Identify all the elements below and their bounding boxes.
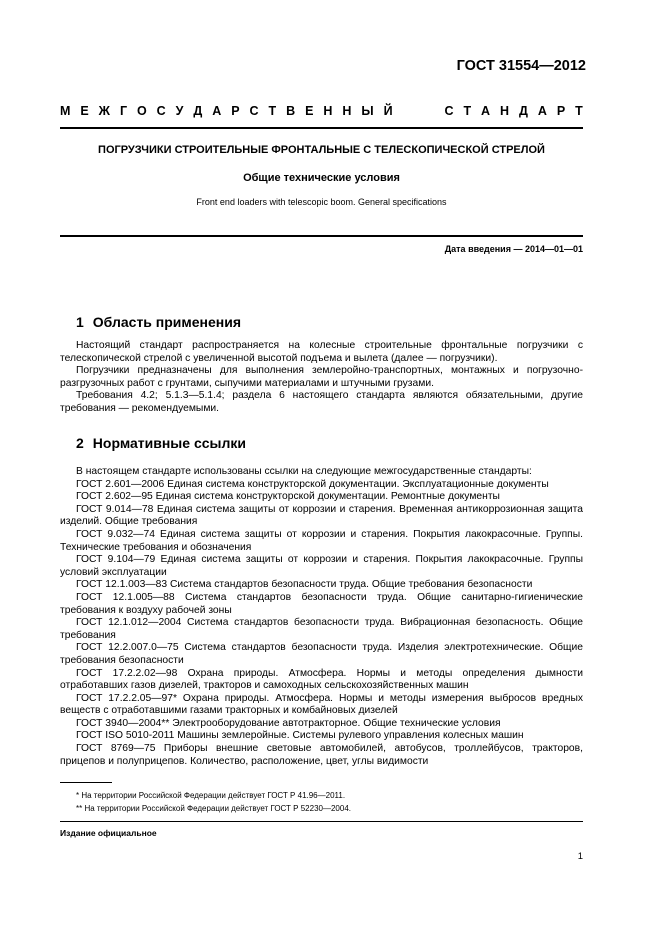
section-number: 1 <box>76 314 84 330</box>
header-divider <box>60 127 583 129</box>
reference-item: ГОСТ 2.601—2006 Единая система конструкторской документации. Эксплуатационные документы <box>76 478 549 490</box>
reference-item: ГОСТ 9.014—78 Единая система защиты от коррозии и старения. Временная антикоррозионная защита изделий. Общие требования <box>60 503 583 528</box>
reference-item: ГОСТ 17.2.2.05—97* Охрана природы. Атмосфера. Нормы и методы измерения выбросов вредных веществ с отработавшими газами тракторных и комбайновых дизелей <box>60 692 583 717</box>
paragraph: В настоящем стандарте использованы ссылки на следующие межгосударственные стандарты: <box>76 466 532 477</box>
footnote: ** На территории Российской Федерации действует ГОСТ Р 52230—2004. <box>76 804 351 813</box>
reference-item: ГОСТ 12.1.012—2004 Система стандартов безопасности труда. Вибрационная безопасность. Общие требования <box>60 617 583 641</box>
banner-letter: У <box>175 104 184 118</box>
footnote-divider <box>60 782 112 783</box>
banner-letter: Ы <box>361 104 374 118</box>
banner-letter: Й <box>383 104 393 118</box>
footnotes <box>60 789 351 815</box>
banner-letter: А <box>537 104 547 118</box>
banner-letter: С <box>249 104 259 118</box>
official-edition-label: Издание официальное <box>60 828 157 838</box>
reference-item: ГОСТ 9.032—74 Единая система защиты от коррозии и старения. Покрытия лакокрасочные. Группы. Технические требования и обозначения <box>60 528 583 553</box>
banner-letter: Н <box>342 104 352 118</box>
section-number: 2 <box>76 435 84 451</box>
banner-letter: Г <box>119 104 128 118</box>
banner-letter: Д <box>193 104 203 118</box>
interstate-standard-banner <box>60 104 583 118</box>
section-title: Нормативные ссылки <box>92 435 246 451</box>
page-number: 1 <box>577 851 583 862</box>
banner-letter: Н <box>500 104 510 118</box>
banner-letter: Т <box>575 104 583 118</box>
standard-code: ГОСТ 31554—2012 <box>456 58 586 74</box>
banner-letter: Р <box>231 104 240 118</box>
edition-divider <box>60 821 583 822</box>
banner-letter: А <box>212 104 222 118</box>
reference-item: ГОСТ 2.602—95 Единая система конструкторской документации. Ремонтные документы <box>76 491 500 503</box>
paragraph: Настоящий стандарт распространяется на колесные строительные фронтальные погрузчики с телескопической стрелой с увеличенной высотой подъема и вылета (далее — погрузчики). <box>60 340 583 364</box>
banner-letter: М <box>60 104 71 118</box>
banner-letter: Ж <box>98 104 110 118</box>
banner-letter: Т <box>268 104 277 118</box>
reference-item: ГОСТ 12.1.003—83 Система стандартов безопасности труда. Общие требования безопасности <box>76 579 533 591</box>
banner-letter: Т <box>463 104 472 118</box>
banner-letter: С <box>444 104 454 118</box>
title-divider <box>60 235 583 237</box>
reference-item: ГОСТ 12.1.005—88 Система стандартов безопасности труда. Общие санитарно-гигиенические требования к воздуху рабочей зоны <box>60 591 583 616</box>
document-title: ПОГРУЗЧИКИ СТРОИТЕЛЬНЫЕ ФРОНТАЛЬНЫЕ С ТЕЛЕСКОПИЧЕСКОЙ СТРЕЛОЙ <box>98 144 545 156</box>
document-title-english: Front end loaders with telescopic boom. General specifications <box>196 197 447 207</box>
paragraph: Требования 4.2; 5.1.3—5.1.4; раздела 6 настоящего стандарта являются обязательными, другие требования — рекомендуемыми. <box>60 390 583 414</box>
section-body-normative-references <box>60 466 583 768</box>
banner-letter: О <box>136 104 147 118</box>
reference-item: ГОСТ 3940—2004** Электрооборудование автотракторное. Общие технические условия <box>76 717 501 729</box>
reference-item: ГОСТ ISO 5010-2011 Машины землеройные. Системы рулевого управления колесных машин <box>76 730 524 742</box>
reference-item: ГОСТ 9.104—79 Единая система защиты от коррозии и старения. Покрытия лакокрасочные. Группы условий эксплуатации <box>60 554 583 578</box>
banner-letter: Е <box>80 104 89 118</box>
banner-word-gap <box>403 104 435 118</box>
reference-item: ГОСТ 8769—75 Приборы внешние световые автомобилей, автобусов, троллейбусов, тракторов, прицепов и полуприцепов. Количество, расположение, цвет, углы видимости <box>60 743 583 767</box>
section-heading-normative-references <box>76 435 246 451</box>
section-body-scope <box>60 340 583 416</box>
footnote: * На территории Российской Федерации действует ГОСТ Р 41.96—2011. <box>76 791 346 800</box>
banner-letter: С <box>156 104 166 118</box>
reference-item: ГОСТ 12.2.007.0—75 Система стандартов безопасности труда. Изделия электротехнические. Общие требования безопасности <box>60 642 583 666</box>
banner-letter: Н <box>323 104 333 118</box>
section-title: Область применения <box>92 314 242 330</box>
banner-letter: В <box>286 104 296 118</box>
banner-letter: Е <box>305 104 314 118</box>
paragraph: Погрузчики предназначены для выполнения землеройно-транспортных, монтажных и погрузочно-разгрузочных работ с грунтами, сыпучими материалами и штучными грузами. <box>60 365 583 389</box>
banner-letter: А <box>481 104 491 118</box>
banner-letter: Д <box>519 104 528 118</box>
section-heading-scope <box>76 314 241 330</box>
reference-item: ГОСТ 17.2.2.02—98 Охрана природы. Атмосфера. Нормы и методы определения дымности отработавших газов дизелей, тракторов и самоходных сельскохозяйственных машин <box>60 667 583 692</box>
banner-letter: Р <box>556 104 566 118</box>
introduction-date: Дата введения — 2014—01—01 <box>444 244 583 254</box>
document-subtitle: Общие технические условия <box>243 172 400 184</box>
